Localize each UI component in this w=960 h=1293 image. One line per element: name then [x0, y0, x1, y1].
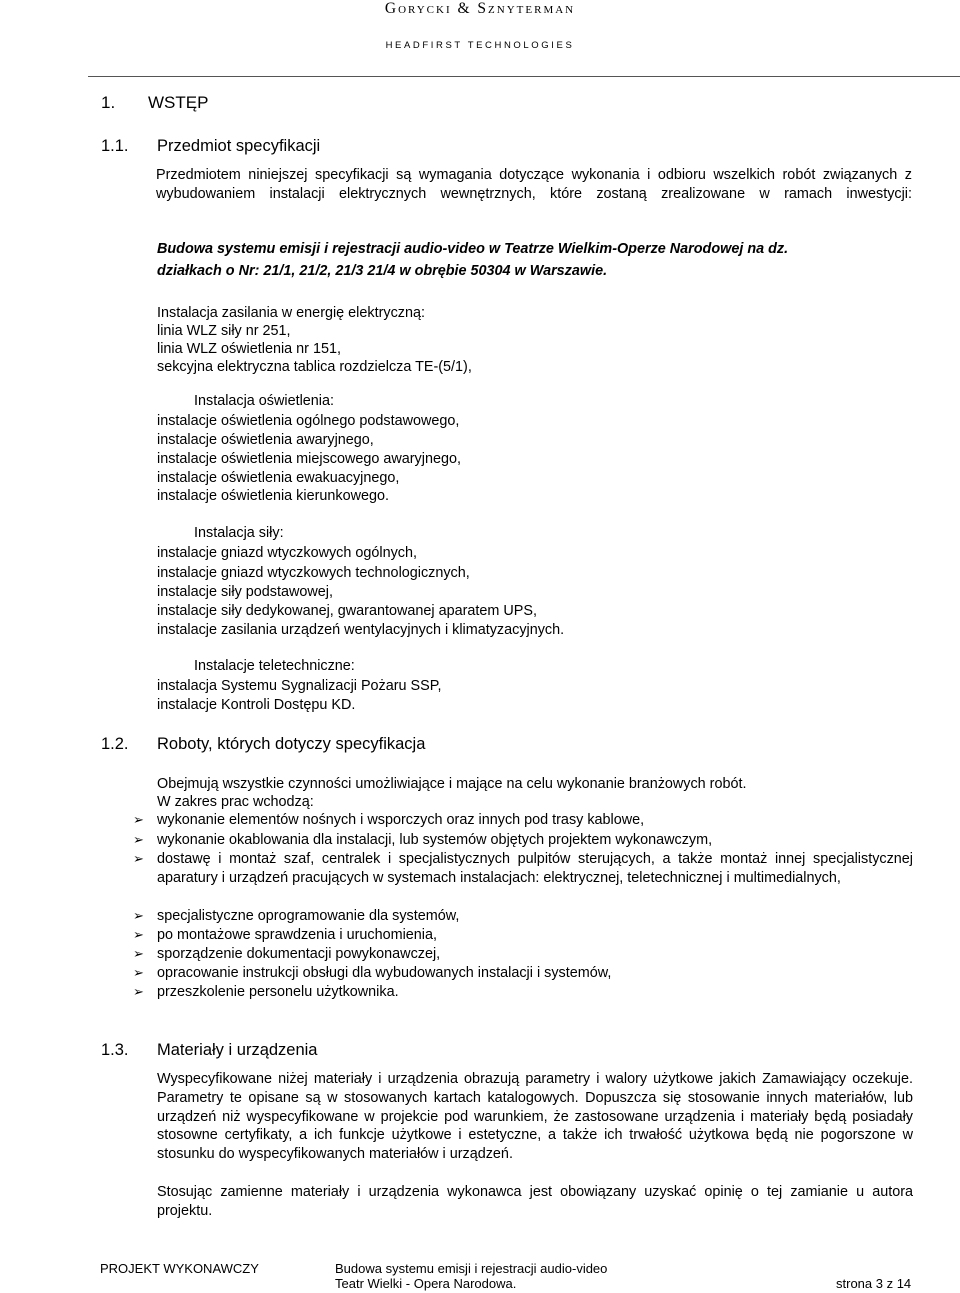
bullet-item: dostawę i montaż szaf, centralek i specjalistycznych pulpitów sterujących, a także montaż innej specjalistycznej aparatury i urządzeń pracujących w systemach instalacjach: elektrycznej, teletechnicznej i multimedialnych, — [157, 851, 913, 886]
bullet-item: sporządzenie dokumentacji powykonawczej, — [157, 946, 441, 962]
footer-project-name: Budowa systemu emisji i rejestracji audio-video — [335, 1261, 608, 1276]
section-1-title: WSTĘP — [148, 93, 209, 112]
list-item: linia WLZ oświetlenia nr 151, — [157, 341, 341, 357]
group-heading-lighting: Instalacja oświetlenia: — [194, 393, 334, 409]
arrowhead-bullet-icon: ➢ — [133, 946, 144, 961]
section-1-1-title: Przedmiot specyfikacji — [157, 137, 321, 155]
project-name-line-2: działkach o Nr: 21/1, 21/2, 21/3 21/4 w obrębie 50304 w Warszawie. — [157, 263, 608, 279]
list-item: instalacje Kontroli Dostępu KD. — [157, 697, 356, 713]
footer-client: Teatr Wielki - Opera Narodowa. — [335, 1276, 517, 1291]
arrowhead-bullet-icon: ➢ — [133, 812, 144, 827]
arrowhead-bullet-icon: ➢ — [133, 984, 144, 999]
project-name-line-1: Budowa systemu emisji i rejestracji audio-video w Teatrze Wielkim-Operze Narodowej na dz. — [157, 241, 789, 257]
list-item: instalacja Systemu Sygnalizacji Pożaru SSP, — [157, 678, 442, 694]
arrowhead-bullet-icon: ➢ — [133, 965, 144, 980]
list-item: sekcyjna elektryczna tablica rozdzielcza TE-(5/1), — [157, 359, 472, 375]
company-logo-text: Gorycki & Sznyterman — [384, 0, 576, 17]
bullet-item: wykonanie elementów nośnych i wsporczych oraz innych pod trasy kablowe, — [157, 812, 645, 828]
footer-project-type: PROJEKT WYKONAWCZY — [100, 1261, 259, 1276]
section-1-2-number: 1.2. — [101, 735, 129, 753]
section-1-3-title: Materiały i urządzenia — [157, 1041, 318, 1059]
section-1-1-number: 1.1. — [101, 137, 129, 155]
list-item: instalacje oświetlenia kierunkowego. — [157, 488, 389, 504]
section-1-1-intro — [156, 166, 912, 203]
scope-lead: W zakres prac wchodzą: — [157, 794, 314, 810]
list-item: instalacje oświetlenia miejscowego awaryjnego, — [157, 451, 461, 467]
arrowhead-bullet-icon: ➢ — [133, 927, 144, 942]
group-heading-power-supply: Instalacja zasilania w energię elektryczną: — [157, 305, 425, 321]
section-1-2-title: Roboty, których dotyczy specyfikacja — [157, 735, 426, 753]
bullet-item: wykonanie okablowania dla instalacji, lub systemów objętych projektem wykonawczym, — [157, 832, 713, 848]
bullet-item: po montażowe sprawdzenia i uruchomienia, — [157, 927, 437, 943]
list-item: instalacje siły podstawowej, — [157, 584, 333, 600]
intro-text: Przedmiotem niniejszej specyfikacji są wymagania dotyczące wykonania i odbioru wszelkich robót związanych z wybudowaniem instalacji elektrycznych wewnętrznych, które zostaną zrealizowane w ramach inwestycji: — [156, 167, 912, 202]
bullet-item: specjalistyczne oprogramowanie dla systemów, — [157, 908, 460, 924]
company-tagline: HEADFIRST TECHNOLOGIES — [385, 40, 575, 51]
header-divider — [88, 76, 960, 77]
arrowhead-bullet-icon: ➢ — [133, 908, 144, 923]
arrowhead-bullet-icon: ➢ — [133, 851, 144, 866]
group-heading-telecom: Instalacje teletechniczne: — [194, 658, 355, 674]
list-item: instalacje gniazd wtyczkowych technologicznych, — [157, 565, 470, 581]
group-heading-power: Instalacja siły: — [194, 525, 284, 541]
materials-paragraph-1: Wyspecyfikowane niżej materiały i urządzenia obrazują parametry i walory użytkowe jakich Zamawiający oczekuje. Parametry te opisane są w stosowanych kartach katalogowych. Dopuszcza się stosowanie innych materiałów, lub urządzeń niż wyspecyfikowane w projekcie pod warunkiem, że zastosowane urządzenia i materiały będą posiadały stosowne certyfikaty, a ich funkcje użytkowe i estetyczne, a także ich trwałość użytkowa będą nie pogorszone w stosunku do wyspecyfikowanych materiałów i urządzeń. — [157, 1071, 913, 1163]
list-item: instalacje siły dedykowanej, gwarantowanej aparatem UPS, — [157, 603, 537, 619]
list-item: instalacje oświetlenia awaryjnego, — [157, 432, 374, 448]
arrowhead-bullet-icon: ➢ — [133, 832, 144, 847]
footer-page-number: strona 3 z 14 — [836, 1276, 912, 1291]
list-item: instalacje oświetlenia ogólnego podstawowego, — [157, 413, 460, 429]
bullet-item: opracowanie instrukcji obsługi dla wybudowanych instalacji i systemów, — [157, 965, 612, 981]
bullet-item: przeszkolenie personelu użytkownika. — [157, 984, 399, 1000]
section-1-number: 1. — [101, 93, 116, 112]
list-item: instalacje oświetlenia ewakuacyjnego, — [157, 470, 400, 486]
materials-paragraph-2: Stosując zamienne materiały i urządzenia wykonawca jest obowiązany uzyskać opinię o tej zamianie u autora projektu. — [157, 1184, 913, 1219]
list-item: instalacje gniazd wtyczkowych ogólnych, — [157, 545, 417, 561]
scope-intro: Obejmują wszystkie czynności umożliwiające i mające na celu wykonanie branżowych robót. — [157, 776, 747, 792]
list-item: instalacje zasilania urządzeń wentylacyjnych i klimatyzacyjnych. — [157, 622, 565, 638]
list-item: linia WLZ siły nr 251, — [157, 323, 291, 339]
section-1-3-number: 1.3. — [101, 1041, 129, 1059]
